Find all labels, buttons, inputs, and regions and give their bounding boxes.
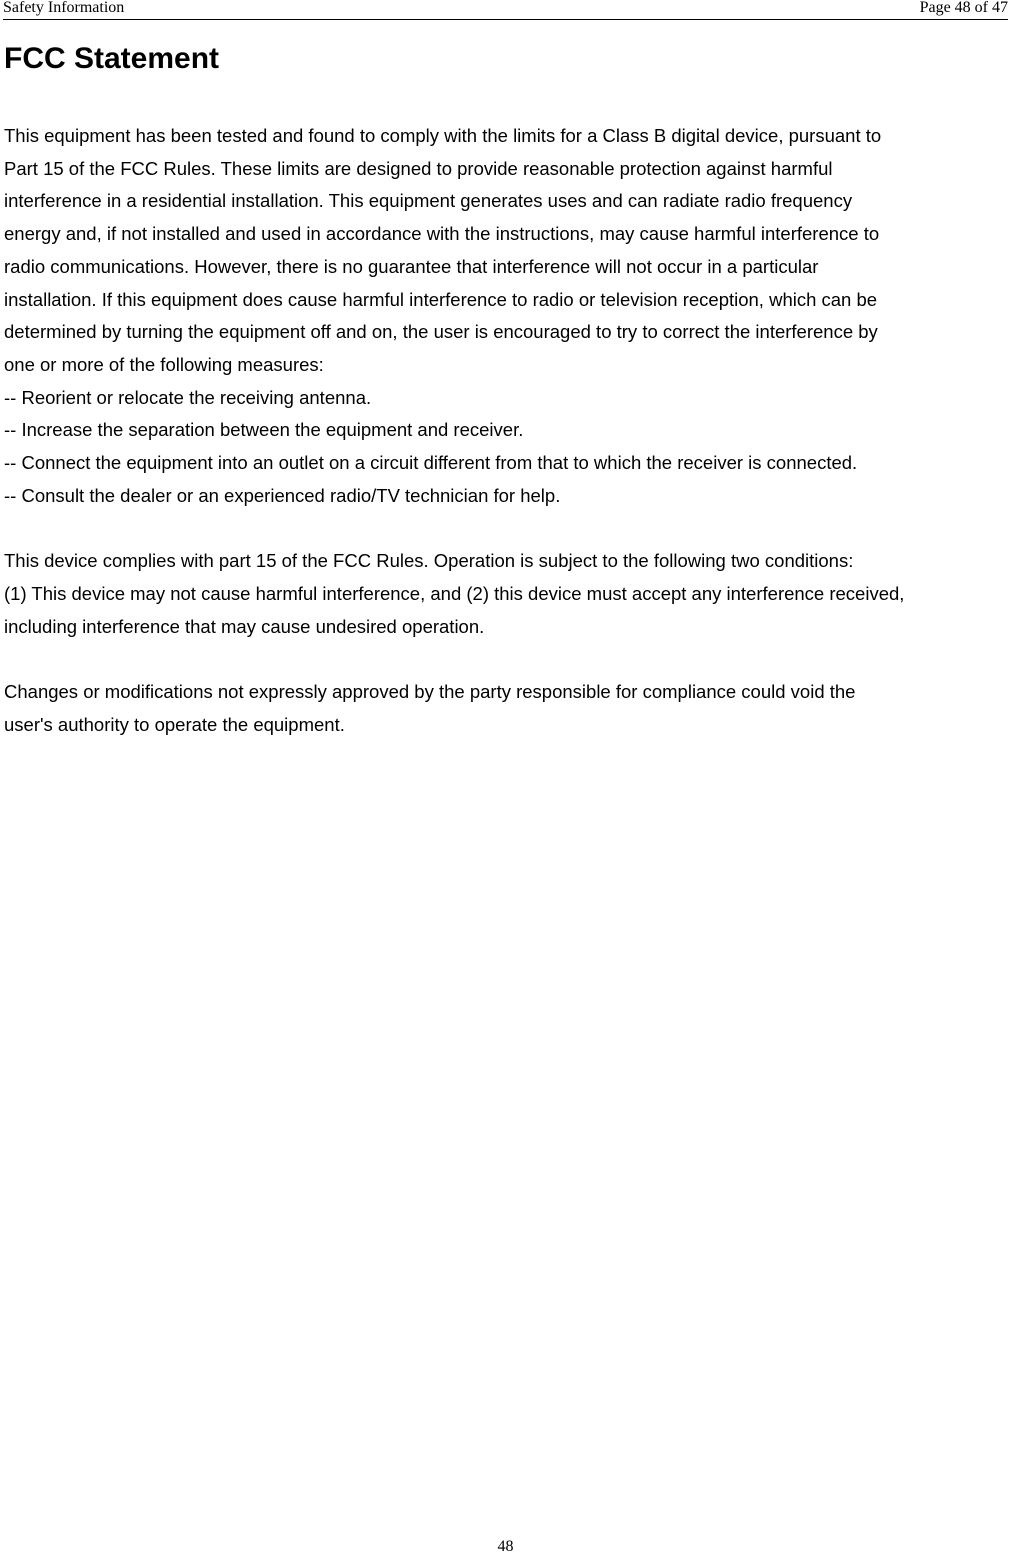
text-line: user's authority to operate the equipment. [4, 713, 345, 735]
text-line: Changes or modifications not expressly approved by the party responsible for compliance could void the [4, 680, 856, 702]
text-line: determined by turning the equipment off and on, the user is encouraged to try to correct the interference by [4, 321, 878, 343]
header-page-indicator: Page 48 of 47 [919, 0, 1008, 16]
page-title: FCC Statement [4, 42, 220, 75]
paragraph-modifications [4, 676, 1011, 741]
page-header [3, 0, 1008, 20]
page-number: 48 [497, 1538, 514, 1555]
text-line: (1) This device may not cause harmful interference, and (2) this device must accept any interference received, [4, 582, 905, 604]
measure-item: -- Connect the equipment into an outlet on a circuit different from that to which the receiver is connected. [4, 452, 858, 474]
measure-item: -- Increase the separation between the equipment and receiver. [4, 419, 524, 441]
paragraph-conditions [4, 545, 1011, 643]
text-line: installation. If this equipment does cause harmful interference to radio or television reception, which can be [4, 288, 878, 310]
measure-item: -- Reorient or relocate the receiving antenna. [4, 386, 372, 408]
text-line: interference in a residential installation. This equipment generates uses and can radiate radio frequency [4, 190, 853, 212]
header-section-title: Safety Information [3, 0, 125, 16]
text-line: energy and, if not installed and used in accordance with the instructions, may cause harmful interference to [4, 223, 880, 245]
fcc-statement-body [4, 120, 1011, 741]
text-line: one or more of the following measures: [4, 353, 324, 375]
paragraph-compliance [4, 120, 1011, 382]
text-line: including interference that may cause undesired operation. [4, 615, 485, 637]
page-footer [0, 1539, 1011, 1555]
text-line: Part 15 of the FCC Rules. These limits are designed to provide reasonable protection against harmful [4, 157, 833, 179]
measure-item: -- Consult the dealer or an experienced radio/TV technician for help. [4, 484, 561, 506]
text-line: radio communications. However, there is no guarantee that interference will not occur in a particular [4, 255, 819, 277]
text-line: This equipment has been tested and found to comply with the limits for a Class B digital device, pursuant to [4, 125, 882, 146]
measures-list [4, 382, 1011, 513]
text-line: This device complies with part 15 of the FCC Rules. Operation is subject to the following two conditions: [4, 550, 854, 572]
page-content [4, 39, 1011, 741]
